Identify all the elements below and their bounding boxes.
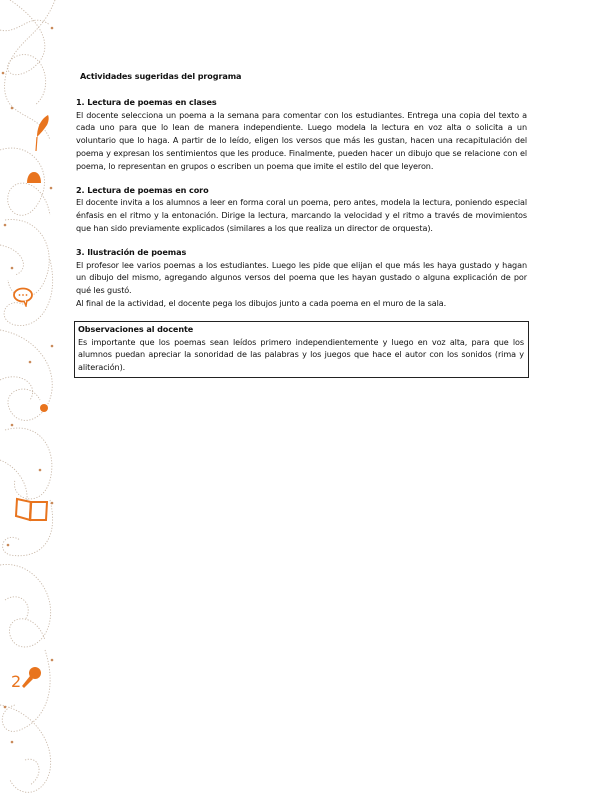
section-ilustracion	[76, 246, 527, 310]
ornament-dot-icon	[39, 403, 49, 413]
section-heading: 1. Lectura de poemas en clases	[76, 96, 217, 107]
teacher-notes-box	[74, 321, 529, 378]
book-icon	[14, 496, 50, 522]
note-heading: Observaciones al docente	[78, 323, 194, 334]
quill-icon	[33, 113, 51, 153]
section-lectura-clases	[76, 96, 527, 173]
document-body	[76, 70, 527, 378]
section-paragraph: El profesor lee varios poemas a los estudiantes. Luego les pide que elijan el que más les haya gustado y hagan un dibujo del mismo, agregando algunos versos del poema que les hayan gustado o alguna explicación de por qué les gustó.	[76, 259, 527, 296]
section-lectura-coro	[76, 184, 527, 235]
inkwell-icon	[26, 170, 42, 184]
section-paragraph: El docente selecciona un poema a la semana para comentar con los estudiantes. Entrega una copia del texto a cada uno para que lo lean de manera independiente. Luego modela la lectura en voz alta o solicita a un voluntario que lo haga. A partir de lo leído, eligen los versos que más les gustan, hacen una recapitulación del poema y expresan los sentimientos que les produce. Finalmente, pueden hacer un dibujo que se relacione con el poema, lo representan en grupos o escriben un poema que imite el estilo del que leyeron.	[76, 109, 527, 171]
section-paragraph: Al final de la actividad, el docente pega los dibujos junto a cada poema en el muro de la sala.	[76, 297, 447, 308]
note-text: Es importante que los poemas sean leídos primero independientemente y luego en voz alta, para que los alumnos puedan apreciar la sonoridad de las palabras y los juegos que hace el autor con los sonidos (rima y aliteración).	[78, 336, 524, 373]
section-heading: 2. Lectura de poemas en coro	[76, 184, 209, 195]
svg-text:2: 2	[11, 672, 22, 690]
section-paragraph: El docente invita a los alumnos a leer en forma coral un poema, pero antes, modela la lectura, poniendo especial énfasis en el ritmo y la entonación. Dirige la lectura, marcando la velocidad y el ritmo a través de movimientos que han sido previamente explicados (similares a los que realiza un director de orquesta).	[76, 197, 527, 233]
speech-bubble-icon	[12, 287, 34, 307]
document-title: Actividades sugeridas del programa	[80, 71, 242, 81]
section-heading: 3. Ilustración de poemas	[76, 246, 187, 257]
microphone-icon	[19, 666, 43, 690]
